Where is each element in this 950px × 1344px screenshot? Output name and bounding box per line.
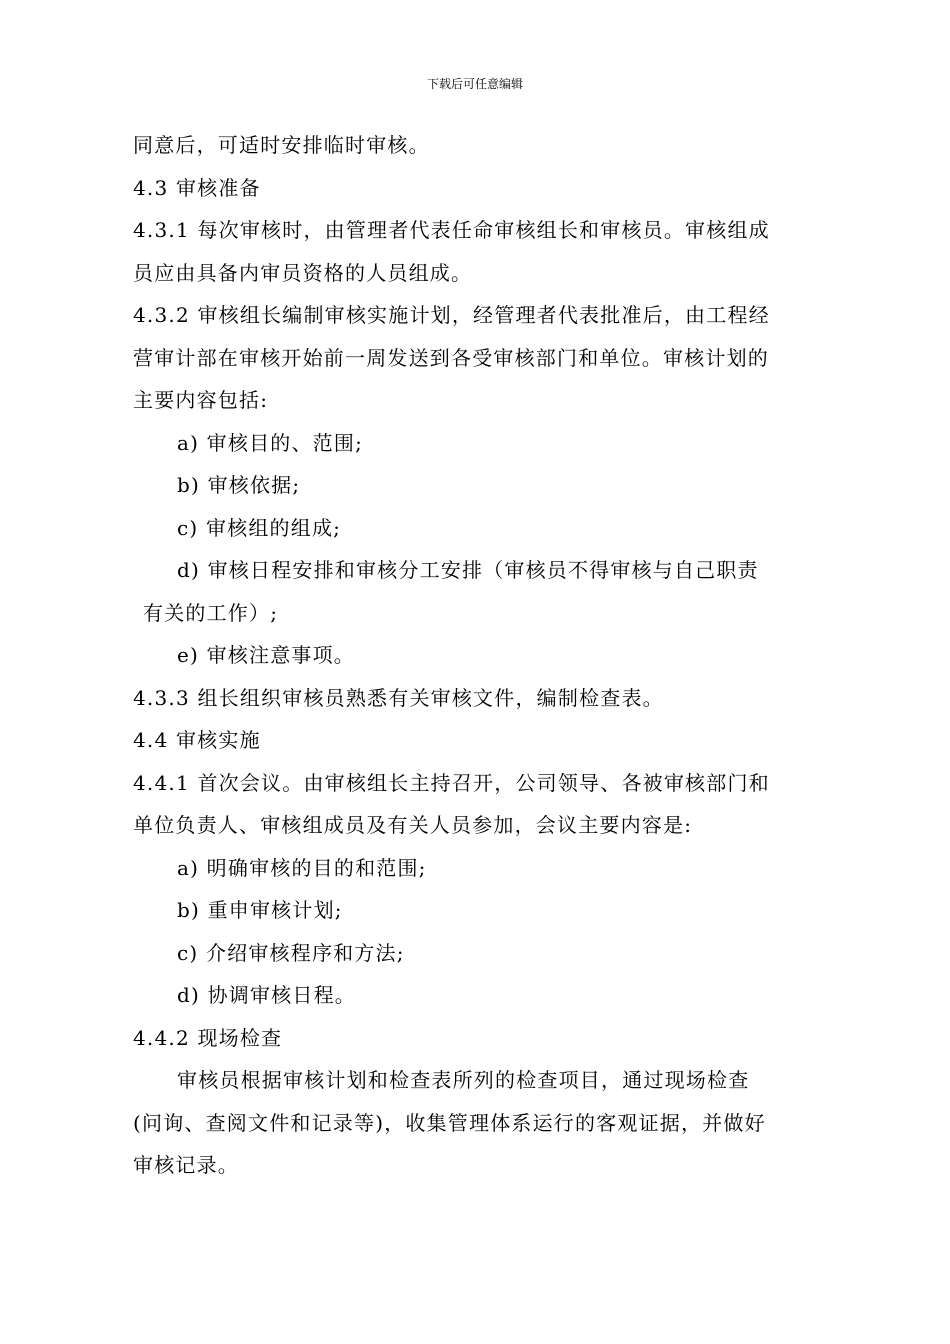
- list-item: d) 审核日程安排和审核分工安排（审核员不得审核与自己职责: [177, 558, 759, 582]
- paragraph-line: 审核员根据审核计划和检查表所列的检查项目，通过现场检查: [177, 1068, 750, 1092]
- document-body: [133, 124, 813, 1187]
- list-item: b) 审核依据;: [177, 473, 301, 497]
- list-item-continuation: 有关的工作）;: [143, 600, 279, 625]
- list-item: c) 介绍审核程序和方法;: [177, 940, 405, 965]
- text-line: 4.3.2 审核组长编制审核实施计划，经管理者代表批准后，由工程经: [133, 303, 770, 327]
- list-item: c) 审核组的组成;: [177, 515, 342, 540]
- text-line: 4.3.3 组长组织审核员熟悉有关审核文件，编制检查表。: [133, 685, 664, 710]
- subsection-heading: 4.4.2 现场检查: [133, 1025, 283, 1050]
- text-line: 4.4.1 首次会议。由审核组长主持召开，公司领导、各被审核部门和: [133, 770, 770, 795]
- list-item: a) 审核目的、范围;: [177, 430, 364, 455]
- text-line: 4.3.1 每次审核时，由管理者代表任命审核组长和审核员。审核组成: [133, 218, 770, 242]
- text-line: 员应由具备内审员资格的人员组成。: [133, 260, 473, 285]
- text-line: 营审计部在审核开始前一周发送到各受审核部门和单位。审核计划的: [133, 345, 769, 370]
- paragraph-line: (问询、查阅文件和记录等)，收集管理体系运行的客观证据，并做好: [133, 1110, 766, 1135]
- paragraph-line: 审核记录。: [133, 1153, 239, 1177]
- text-line: 单位负责人、审核组成员及有关人员参加，会议主要内容是:: [133, 813, 693, 837]
- page-header: 下载后可任意编辑: [426, 77, 523, 91]
- list-item: a) 明确审核的目的和范围;: [177, 855, 427, 880]
- list-item: e) 审核注意事项。: [177, 643, 355, 667]
- text-line: 同意后，可适时安排临时审核。: [133, 133, 430, 157]
- list-item: b) 重申审核计划;: [177, 898, 343, 922]
- text-line: 主要内容包括:: [133, 388, 269, 412]
- list-item: d) 协调审核日程。: [177, 983, 356, 1007]
- section-heading: 4.3 审核准备: [133, 175, 261, 200]
- section-heading: 4.4 审核实施: [133, 728, 261, 752]
